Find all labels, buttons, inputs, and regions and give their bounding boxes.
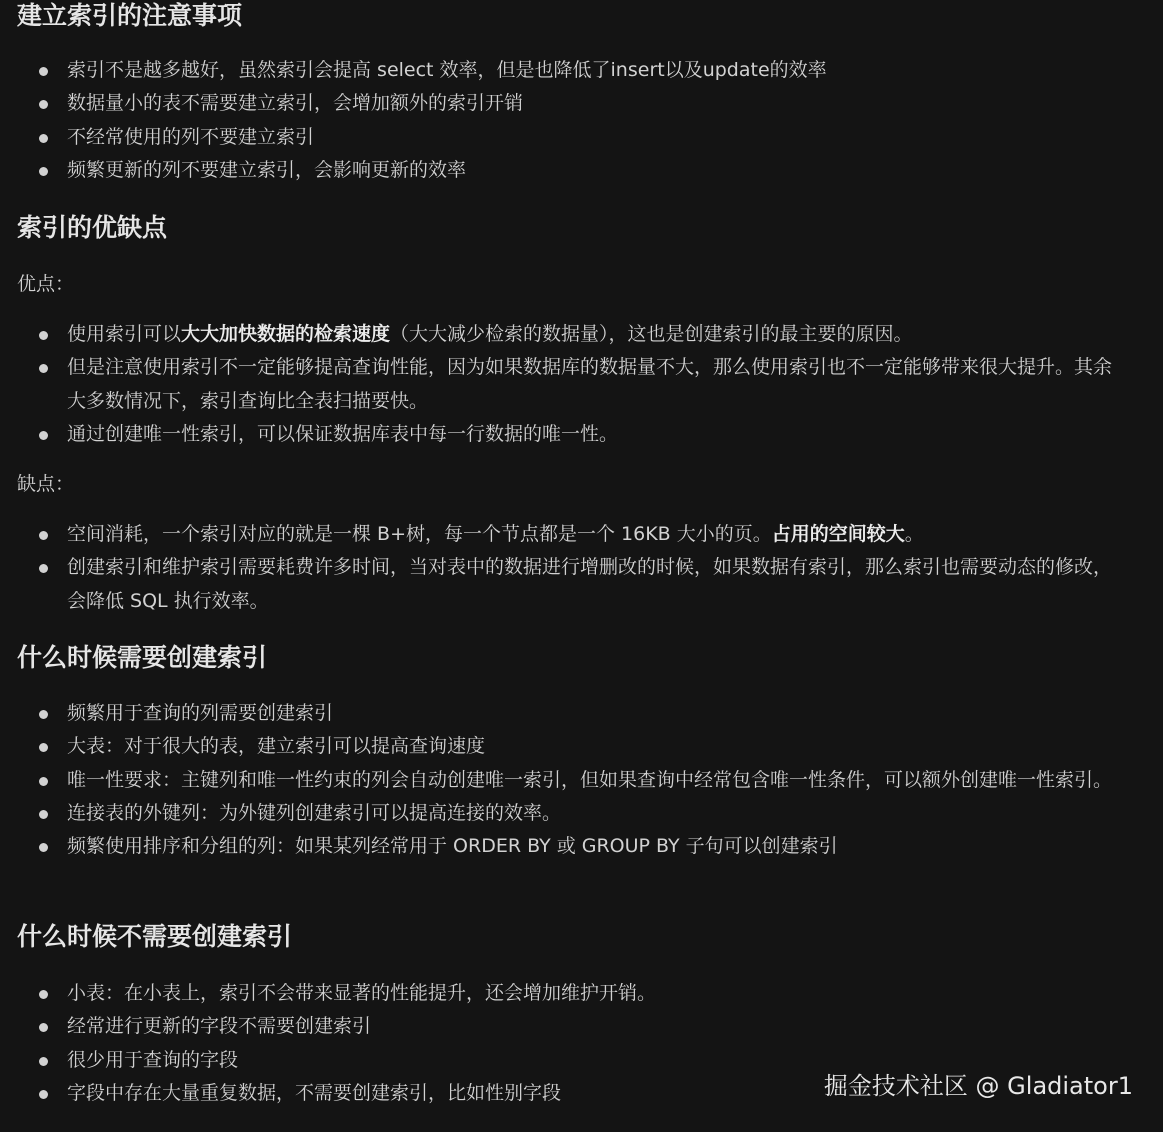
list-item: 频繁使用排序和分组的列：如果某列经常用于 ORDER BY 或 GROUP BY 子句可以创建索引 xyxy=(0,830,1163,863)
text: 空间消耗，一个索引对应的就是一棵 B+树，每一个节点都是一个 16KB 大小的页。 xyxy=(67,523,772,545)
list-item: 数据量小的表不需要建立索引，会增加额外的索引开销 xyxy=(0,87,1163,120)
list-item: 大表：对于很大的表，建立索引可以提高查询速度 xyxy=(0,730,1163,763)
list-index-notes xyxy=(0,54,1163,187)
list-item: 经常进行更新的字段不需要创建索引 xyxy=(0,1010,1163,1043)
heading-pros-cons: 索引的优缺点 xyxy=(17,213,168,242)
text: 。 xyxy=(904,523,924,545)
list-item: 频繁用于查询的列需要创建索引 xyxy=(0,697,1163,730)
list-item: 但是注意使用索引不一定能够提高查询性能，因为如果数据库的数据量不大，那么使用索引也不一定能够带来很大提升。其余大多数情况下，索引查询比全表扫描要快。 xyxy=(0,351,1163,418)
heading-index-notes: 建立索引的注意事项 xyxy=(17,1,243,30)
list-item: 小表：在小表上，索引不会带来显著的性能提升，还会增加维护开销。 xyxy=(0,977,1163,1010)
bold-text: 大大加快数据的检索速度 xyxy=(181,323,391,345)
list-item: 连接表的外键列：为外键列创建索引可以提高连接的效率。 xyxy=(0,797,1163,830)
list-item: 字段中存在大量重复数据，不需要创建索引，比如性别字段 xyxy=(0,1077,1163,1110)
pros-label: 优点： xyxy=(17,273,75,295)
list-item: 唯一性要求：主键列和唯一性约束的列会自动创建唯一索引，但如果查询中经常包含唯一性条件，可以额外创建唯一性索引。 xyxy=(0,764,1163,797)
list-item: 很少用于查询的字段 xyxy=(0,1044,1163,1077)
bold-text: 占用的空间较大 xyxy=(771,523,905,545)
list-item: 索引不是越多越好，虽然索引会提高 select 效率，但是也降低了insert以及update的效率 xyxy=(0,54,1163,87)
list-item: 频繁更新的列不要建立索引，会影响更新的效率 xyxy=(0,154,1163,187)
cons-label: 缺点： xyxy=(17,473,75,495)
list-item: 不经常使用的列不要建立索引 xyxy=(0,121,1163,154)
list-when-to-create xyxy=(0,697,1163,863)
list-pros xyxy=(0,318,1163,451)
text: 使用索引可以 xyxy=(67,323,182,345)
list-item: 通过创建唯一性索引，可以保证数据库表中每一行数据的唯一性。 xyxy=(0,418,1163,451)
watermark: 掘金技术社区 @ Gladiator1 xyxy=(823,1072,1133,1100)
text: （大大减少检索的数据量），这也是创建索引的最主要的原因。 xyxy=(390,323,913,345)
heading-when-not-to-create: 什么时候不需要创建索引 xyxy=(17,922,293,951)
list-item: 创建索引和维护索引需要耗费许多时间，当对表中的数据进行增删改的时候，如果数据有索引，那么索引也需要动态的修改，会降低 SQL 执行效率。 xyxy=(0,551,1163,618)
list-cons xyxy=(0,518,1163,618)
list-item xyxy=(0,518,1163,551)
heading-when-to-create: 什么时候需要创建索引 xyxy=(17,643,268,672)
list-item xyxy=(0,318,1163,351)
